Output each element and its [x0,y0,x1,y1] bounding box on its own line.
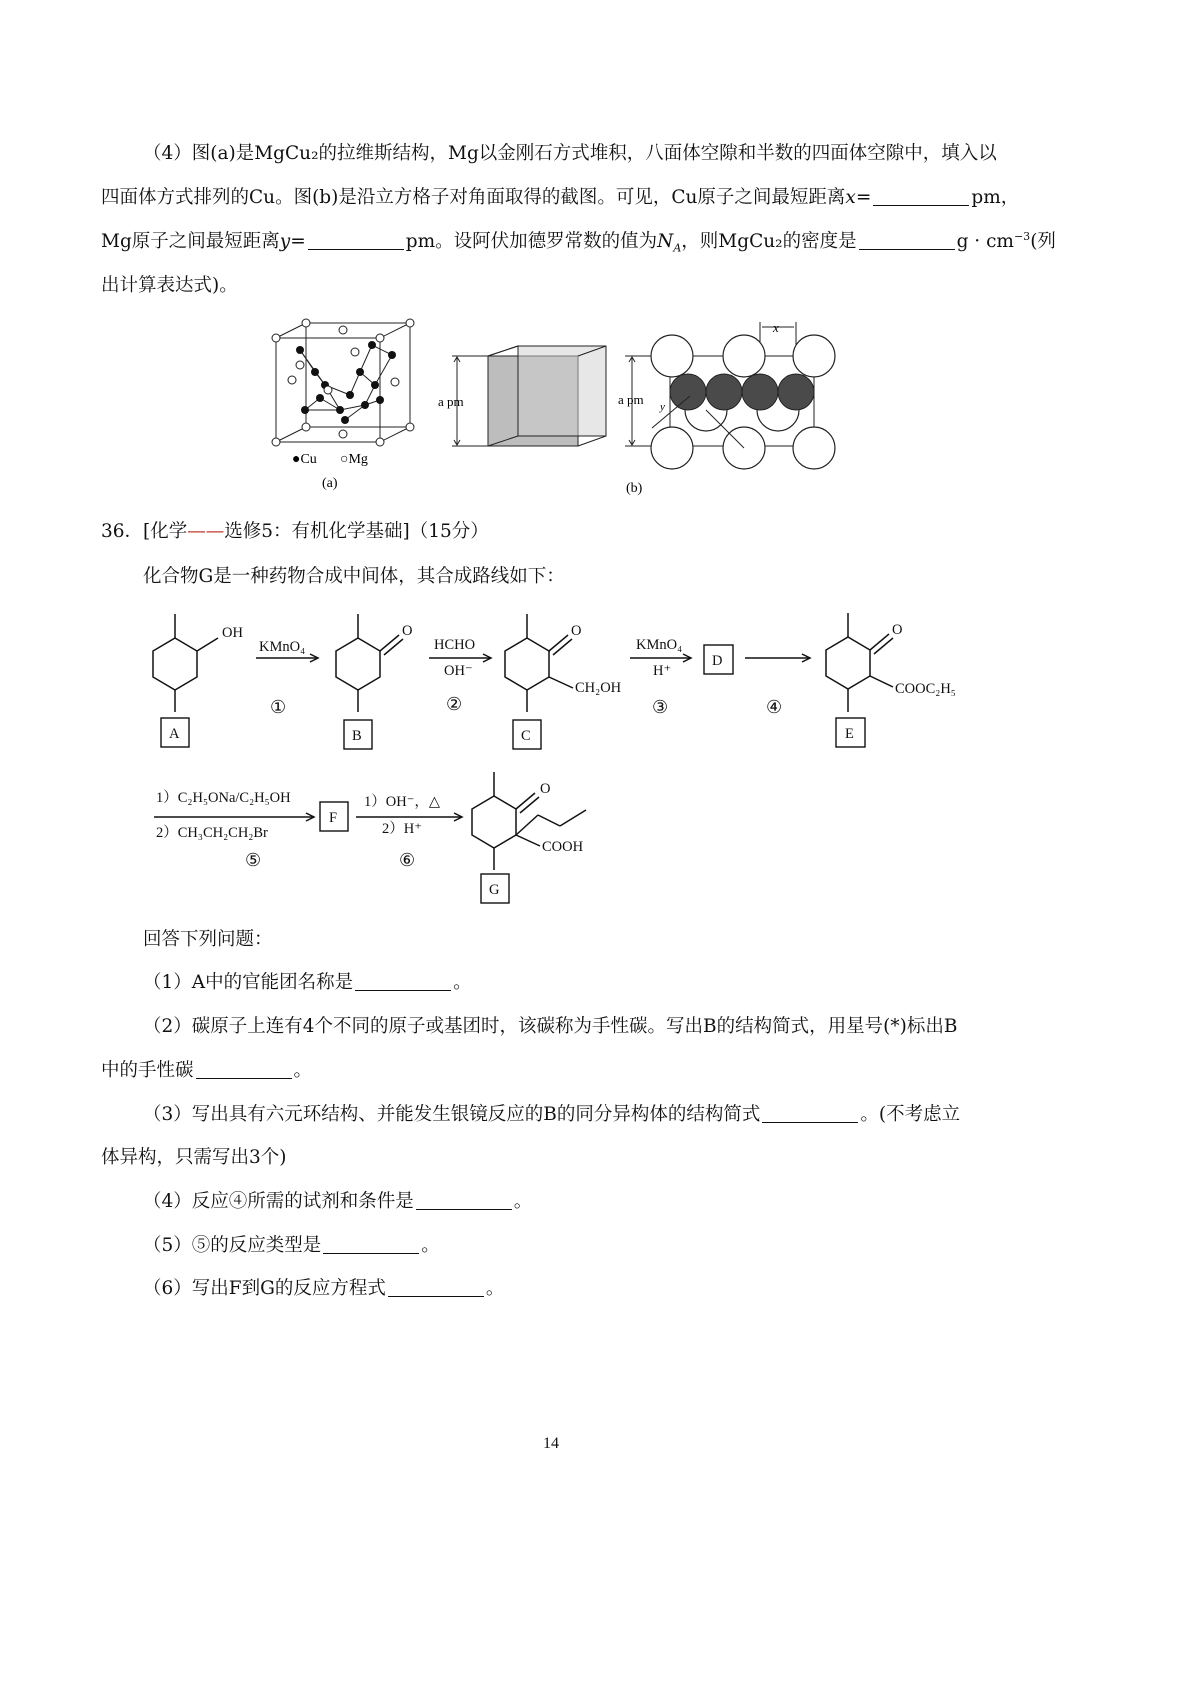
question-4: （4）反应④所需的试剂和条件是 。 [143,1191,533,1212]
label-a: A [169,726,180,742]
c-ch2oh-group: CH₂OH [575,680,622,696]
step5-reagent-1: 1）C₂H₅ONa/C₂H₅OH [156,790,291,806]
question-5: （5）⑤的反应类型是 。 [143,1235,440,1256]
step4-number: ④ [766,697,783,717]
question-2-line-2: 中的手性碳 。 [101,1060,313,1081]
label-d: D [712,653,723,669]
figure-b-label: (b) [626,481,643,496]
q35-line-1: （4）图(a)是MgCu₂的拉维斯结构，Mg以金刚石方式堆积，八面体空隙和半数的四面体空隙中，填入以 [143,143,997,164]
x-distance-label: x [773,320,779,335]
compound-label-boxes [161,645,865,903]
q35-line-3: Mg原子之间最短距离y= pm。设阿伏加德罗常数的值为$N_A$，则MgCu₂的密度是 $g \cdot cm^{-3}$(列 [101,229,1056,255]
question-3-line-2: 体异构，只需写出3个) [101,1147,287,1168]
page-number: 14 [543,1435,559,1452]
step3-reagent-bottom: H⁺ [653,663,672,679]
question-6: （6）写出F到G的反应方程式 。 [143,1278,505,1299]
cube-edge-label: a pm [438,394,464,409]
answer-blank-q5[interactable] [323,1233,419,1254]
answer-blank-q2[interactable] [196,1058,292,1079]
answer-blank-q1[interactable] [355,970,451,991]
step3-reagent-top: KMnO₄ [636,637,683,653]
q36-header: 36．[化学——选修5：有机化学基础]（15分） [101,521,489,542]
step1-number: ① [270,697,287,717]
step2-reagent-bottom: OH⁻ [444,663,473,679]
questions-lead: 回答下列问题： [143,929,273,950]
compound-e-structure [826,613,893,712]
label-f: F [329,810,338,826]
figure-a-label: (a) [322,476,338,491]
q35-line-4: 出计算表达式)。 [101,275,238,296]
step5-number: ⑤ [245,850,262,870]
label-c: C [521,728,531,744]
answer-blank-q4[interactable] [416,1189,512,1210]
question-3-line-1: （3）写出具有六元环结构、并能发生银镜反应的B的同分异构体的结构简式 。(不考虑立 [143,1104,961,1125]
step6-reagent-2: 2）H⁺ [382,821,422,837]
label-e: E [845,726,854,742]
section-edge-label: a pm [618,392,644,407]
label-g: G [489,882,500,898]
q36-intro: 化合物G是一种药物合成中间体，其合成路线如下： [143,566,565,587]
step3-number: ③ [652,697,669,717]
compound-c-structure [505,614,573,712]
b-carbonyl-o: O [402,623,413,639]
q35-line-2: 四面体方式排列的Cu。图(b)是沿立方格子对角面取得的截图。可见，Cu原子之间最短距离x= pm， [101,187,1020,208]
y-distance-label: y [660,401,665,413]
step5-reagent-2: 2）CH₃CH₂CH₂Br [156,825,268,841]
e-carbonyl-o: O [892,622,903,638]
step6-reagent-1: 1）OH⁻，△ [364,794,440,810]
step6-number: ⑥ [399,850,416,870]
answer-blank-q6[interactable] [388,1276,484,1297]
synthesis-scheme [0,0,1102,920]
question-2-line-1: （2）碳原子上连有4个不同的原子或基团时，该碳称为手性碳。写出B的结构简式，用星号(*)标出B [143,1016,958,1037]
c-carbonyl-o: O [571,623,582,639]
e-ester-group: COOC₂H₅ [895,681,956,697]
step2-number: ② [446,694,463,714]
compound-a-structure [153,614,218,712]
a-oh-group: OH [222,625,243,641]
legend-cu: ●Cu [292,452,317,467]
label-b: B [352,728,362,744]
step1-reagent: KMnO₄ [259,639,306,655]
answer-blank-q3[interactable] [762,1102,858,1123]
g-cooh-group: COOH [542,839,584,855]
legend-mg: ○Mg [340,452,368,467]
g-carbonyl-o: O [540,781,551,797]
compound-b-structure [336,614,403,712]
step2-reagent-top: HCHO [434,637,476,653]
compound-g-structure [472,772,586,870]
question-1: （1）A中的官能团名称是 。 [143,972,472,993]
